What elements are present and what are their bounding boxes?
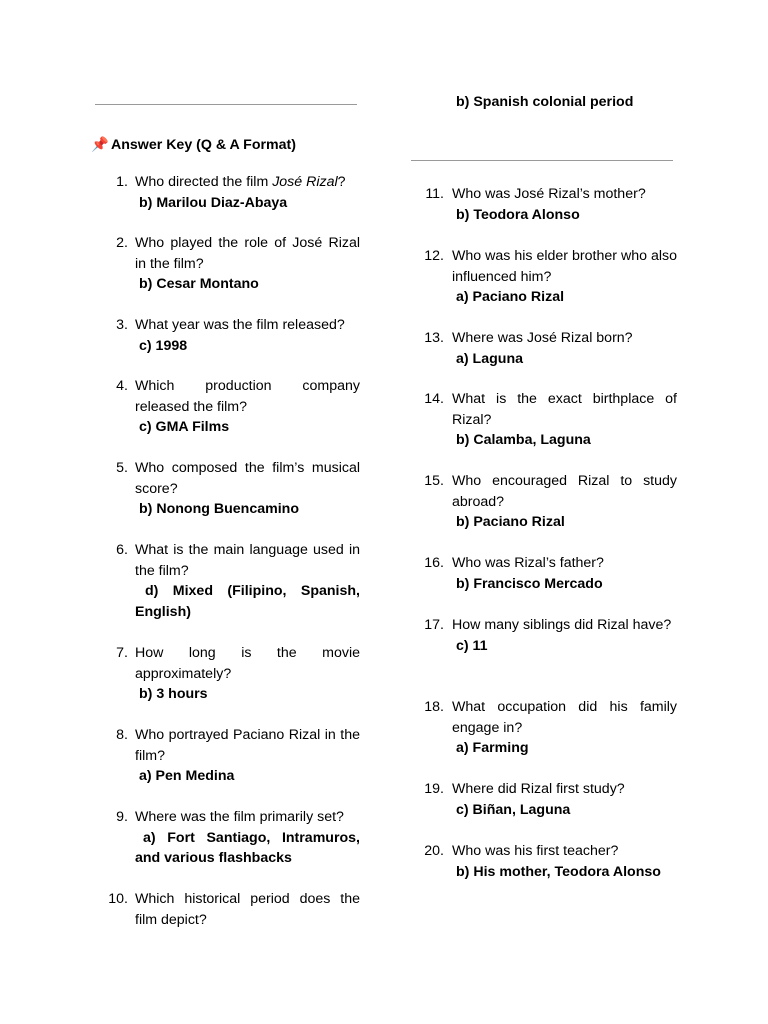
answer-text: d) Mixed (Filipino, Spanish, English) — [135, 583, 360, 620]
list-item — [424, 779, 678, 820]
question-number: 10. — [108, 891, 128, 907]
list-item — [424, 328, 678, 369]
question-number: 14. — [424, 391, 444, 407]
question-number: 1. — [116, 174, 128, 190]
divider-line — [95, 104, 357, 105]
list-item — [112, 458, 360, 520]
heading-text: Answer Key (Q & A Format) — [111, 137, 296, 153]
question-number: 19. — [424, 781, 444, 797]
question-number: 9. — [116, 809, 128, 825]
question-text: How many siblings did Rizal have? — [452, 617, 672, 633]
answer-text: a) Farming — [456, 740, 529, 756]
question-number: 2. — [116, 235, 128, 251]
question-text: Which historical period does the film depict? — [135, 891, 360, 928]
list-item — [112, 172, 346, 213]
list-item — [112, 376, 360, 438]
question-text: Where was the film primarily set? — [135, 809, 344, 825]
list-item — [108, 889, 360, 930]
list-item — [112, 807, 360, 869]
answer-text: c) 1998 — [139, 337, 188, 354]
question-number: 17. — [424, 617, 444, 633]
answer-text: b) Teodora Alonso — [456, 206, 580, 223]
question-text: Where was José Rizal born? — [452, 330, 633, 346]
question-text — [135, 172, 360, 193]
question-text: Who played the role of José Rizal in the film? — [135, 235, 360, 272]
question-number: 8. — [116, 727, 128, 743]
list-item — [112, 643, 360, 705]
question-text: Who was Rizal’s father? — [452, 555, 604, 571]
answer-text: b) Marilou Diaz-Abaya — [139, 194, 288, 211]
list-item — [112, 540, 360, 622]
question-number: 18. — [424, 699, 444, 715]
question-text: What occupation did his family engage in? — [452, 699, 677, 736]
answer-text: b) 3 hours — [139, 686, 208, 702]
answer-text: b) Paciano Rizal — [456, 514, 565, 530]
list-item — [424, 389, 678, 451]
divider-line — [411, 160, 673, 161]
list-item — [112, 233, 360, 295]
answer-text: b) Francisco Mercado — [456, 575, 603, 592]
question-number: 5. — [116, 460, 128, 476]
film-title: José Rizal — [272, 174, 338, 190]
question-number: 7. — [116, 645, 128, 661]
question-text-part: ? — [337, 174, 346, 190]
answer-key-heading — [91, 135, 361, 155]
question-text: Who was his first teacher? — [452, 843, 619, 859]
answer-text: a) Paciano Rizal — [456, 289, 565, 305]
question-text: Who was José Rizal’s mother? — [452, 186, 646, 202]
question-text: What year was the film released? — [135, 317, 345, 333]
list-item — [424, 553, 678, 594]
question-number: 6. — [116, 542, 128, 558]
question-number: 11. — [425, 186, 444, 202]
question-text: Who encouraged Rizal to study abroad? — [452, 473, 677, 510]
list-item — [424, 471, 678, 533]
question-number: 16. — [424, 555, 444, 571]
carryover-answer: b) Spanish colonial period — [456, 94, 634, 110]
list-item — [424, 246, 678, 308]
question-text-part: Who directed the film — [135, 174, 273, 190]
answer-text: b) Cesar Montano — [139, 276, 259, 292]
answer-text: b) Nonong Buencamino — [139, 501, 299, 517]
answer-text: b) His mother, Teodora Alonso — [456, 863, 661, 880]
question-text: Which production company released the film? — [135, 378, 360, 415]
question-number: 13. — [424, 330, 444, 346]
question-text: Who composed the film’s musical score? — [135, 460, 360, 497]
list-item — [112, 315, 345, 356]
question-text: Who portrayed Paciano Rizal in the film? — [135, 727, 360, 764]
question-text: What is the main language used in the film? — [135, 542, 360, 579]
question-number: 4. — [116, 378, 128, 394]
answer-text: a) Fort Santiago, Intramuros, and various flashbacks — [135, 829, 360, 866]
list-item — [425, 184, 678, 225]
list-item — [424, 841, 678, 882]
answer-text: c) Biñan, Laguna — [456, 801, 571, 818]
question-text: Where did Rizal first study? — [452, 781, 625, 797]
question-number: 3. — [116, 317, 128, 333]
answer-text: c) 11 — [456, 637, 488, 654]
list-item — [424, 697, 678, 759]
question-text: How long is the movie approximately? — [135, 645, 360, 682]
question-text: Who was his elder brother who also influenced him? — [452, 248, 677, 285]
question-number: 12. — [424, 248, 444, 264]
pushpin-icon: 📌 — [91, 137, 109, 153]
answer-text: a) Laguna — [456, 350, 524, 367]
question-text: What is the exact birthplace of Rizal? — [452, 391, 677, 428]
list-item — [112, 725, 360, 787]
answer-text: a) Pen Medina — [139, 768, 235, 784]
answer-text: b) Calamba, Laguna — [456, 432, 591, 448]
question-number: 20. — [424, 843, 444, 859]
answer-text: c) GMA Films — [139, 419, 230, 435]
list-item — [424, 615, 678, 656]
question-number: 15. — [424, 473, 444, 489]
